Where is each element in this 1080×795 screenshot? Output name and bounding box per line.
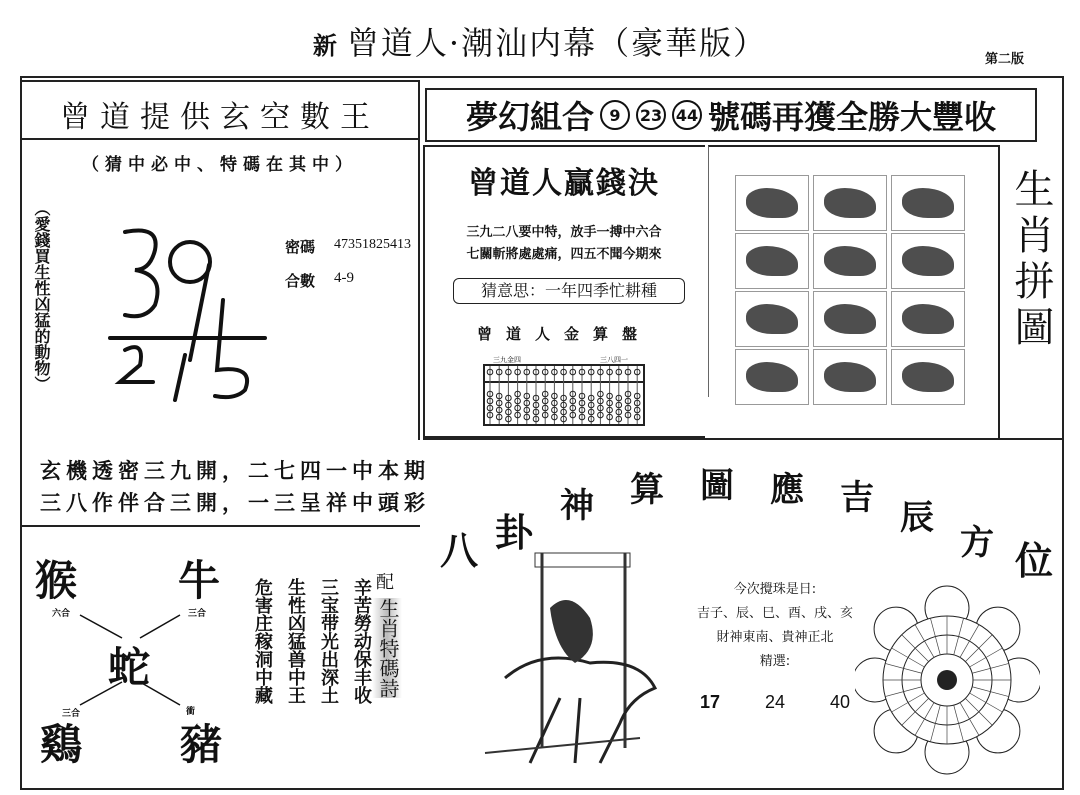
zodiac-bottom-left: 鷄 bbox=[40, 720, 83, 769]
bagua-wheel bbox=[855, 585, 1040, 775]
poem-label-top: 配 bbox=[376, 572, 394, 593]
handwritten-numbers bbox=[105, 220, 275, 410]
puzzle-piece bbox=[813, 233, 887, 289]
zodiac-bottom-right: 豬 bbox=[180, 720, 223, 769]
zodiac-center: 蛇 bbox=[108, 643, 151, 692]
poem-line: 玄機透密三九開，二七四一中本期 bbox=[40, 459, 430, 483]
zodiac-poem bbox=[250, 578, 373, 704]
puzzle-title: 生肖拼圖 bbox=[1008, 168, 1054, 352]
digit-9-loop bbox=[170, 242, 210, 282]
abacus bbox=[483, 364, 645, 426]
poem-column: 生性凶猛兽中王 bbox=[285, 578, 306, 704]
code-value: 47351825413 bbox=[334, 237, 411, 252]
title-char: 圖 bbox=[700, 466, 734, 506]
picks bbox=[700, 692, 850, 713]
left-subtitle: （猜中必中、特碼在其中） bbox=[82, 155, 358, 175]
sum-label: 合數 bbox=[285, 272, 316, 290]
abacus-left-label: 三九金四 bbox=[493, 356, 521, 364]
left-title: 曾道提供玄空數王 bbox=[60, 100, 380, 135]
win-poem bbox=[423, 222, 705, 266]
digit-5 bbox=[215, 300, 247, 397]
puzzle-piece bbox=[891, 349, 965, 405]
poem-column: 危害庄稼洞中藏 bbox=[252, 578, 273, 704]
abacus-right-label: 三八四一 bbox=[600, 356, 628, 364]
headline-prefix: 夢幻組合 bbox=[465, 98, 594, 136]
title-char: 方 bbox=[960, 523, 994, 563]
poem-column: 辛苦勞动保丰收 bbox=[351, 578, 372, 704]
title-char: 八 bbox=[440, 528, 479, 573]
title-char: 吉 bbox=[840, 478, 874, 518]
puzzle-piece bbox=[891, 175, 965, 231]
god-directions: 財神東南、貴神正北 bbox=[716, 630, 834, 645]
headline-suffix: 號碼再獲全勝大豐收 bbox=[708, 98, 997, 136]
digit-2 bbox=[120, 347, 153, 382]
puzzle-piece bbox=[735, 291, 809, 347]
zodiac-top-right: 牛 bbox=[178, 556, 221, 605]
poem-label: 生肖特碼詩 bbox=[372, 598, 402, 698]
relation-label: 衝 bbox=[186, 707, 196, 717]
relation-label: 三合 bbox=[62, 709, 81, 719]
left-poem bbox=[40, 455, 430, 519]
bagua-info bbox=[680, 578, 870, 674]
title-char: 辰 bbox=[900, 498, 934, 538]
headline-number: 44 bbox=[672, 100, 702, 130]
poem-line: 三八作伴合三開，一三呈祥中頭彩 bbox=[40, 491, 430, 515]
title-char: 算 bbox=[630, 470, 664, 510]
header-prefix: 新 bbox=[312, 31, 339, 60]
pick-number: 24 bbox=[764, 692, 786, 712]
relation-label: 六合 bbox=[52, 609, 71, 619]
sum-value: 4-9 bbox=[334, 270, 354, 286]
poem-line: 三九二八要中特，放手一搏中六合 bbox=[466, 225, 662, 240]
poem-column: 三宝带光出深土 bbox=[318, 578, 339, 704]
headline-number: 23 bbox=[636, 100, 666, 130]
digit-7 bbox=[175, 355, 185, 400]
puzzle-piece bbox=[813, 291, 887, 347]
title-char: 位 bbox=[1015, 538, 1054, 583]
puzzle-grid bbox=[735, 175, 970, 397]
zodiac-top-left: 猴 bbox=[35, 556, 78, 605]
title-char: 神 bbox=[560, 486, 594, 526]
edition-label: 第二版 bbox=[985, 52, 1025, 67]
pick-number: 40 bbox=[829, 692, 850, 712]
divider bbox=[998, 145, 1000, 440]
puzzle-piece bbox=[735, 233, 809, 289]
divider bbox=[20, 525, 420, 527]
headline-number: 9 bbox=[600, 100, 630, 130]
riddle-box: 猜意思：一年四季忙耕種 bbox=[453, 278, 685, 304]
page-title: 曾道人·潮汕内幕（豪華版） bbox=[346, 24, 768, 62]
relation-label: 三合 bbox=[188, 609, 207, 619]
lucky-days: 吉子、辰、巳、酉、戌、亥 bbox=[696, 606, 853, 621]
info-title: 今次攪珠是日: bbox=[733, 582, 817, 597]
title-char: 卦 bbox=[495, 510, 534, 555]
puzzle-piece bbox=[891, 291, 965, 347]
pick-number: 17 bbox=[700, 692, 721, 712]
puzzle-piece bbox=[813, 175, 887, 231]
bagua-title bbox=[440, 440, 1054, 583]
headline-box bbox=[425, 88, 1037, 142]
poem-line: 七關斬將處處痛，四五不聞今期來 bbox=[466, 247, 662, 262]
code-label: 密碼 bbox=[285, 238, 316, 256]
abacus-title: 曾道人金算盤 bbox=[476, 325, 651, 343]
puzzle-piece bbox=[735, 349, 809, 405]
puzzle-piece bbox=[813, 349, 887, 405]
win-title: 曾道人贏錢決 bbox=[468, 166, 660, 201]
rider-illustration bbox=[480, 548, 670, 773]
divider bbox=[418, 80, 420, 440]
vertical-note: （愛錢買生性凶猛的動物） bbox=[32, 200, 51, 392]
picks-label: 精選: bbox=[759, 654, 791, 669]
puzzle-piece bbox=[891, 233, 965, 289]
digit-3 bbox=[125, 230, 158, 316]
page-header bbox=[0, 18, 1080, 64]
puzzle-piece bbox=[735, 175, 809, 231]
title-char: 應 bbox=[770, 470, 804, 510]
